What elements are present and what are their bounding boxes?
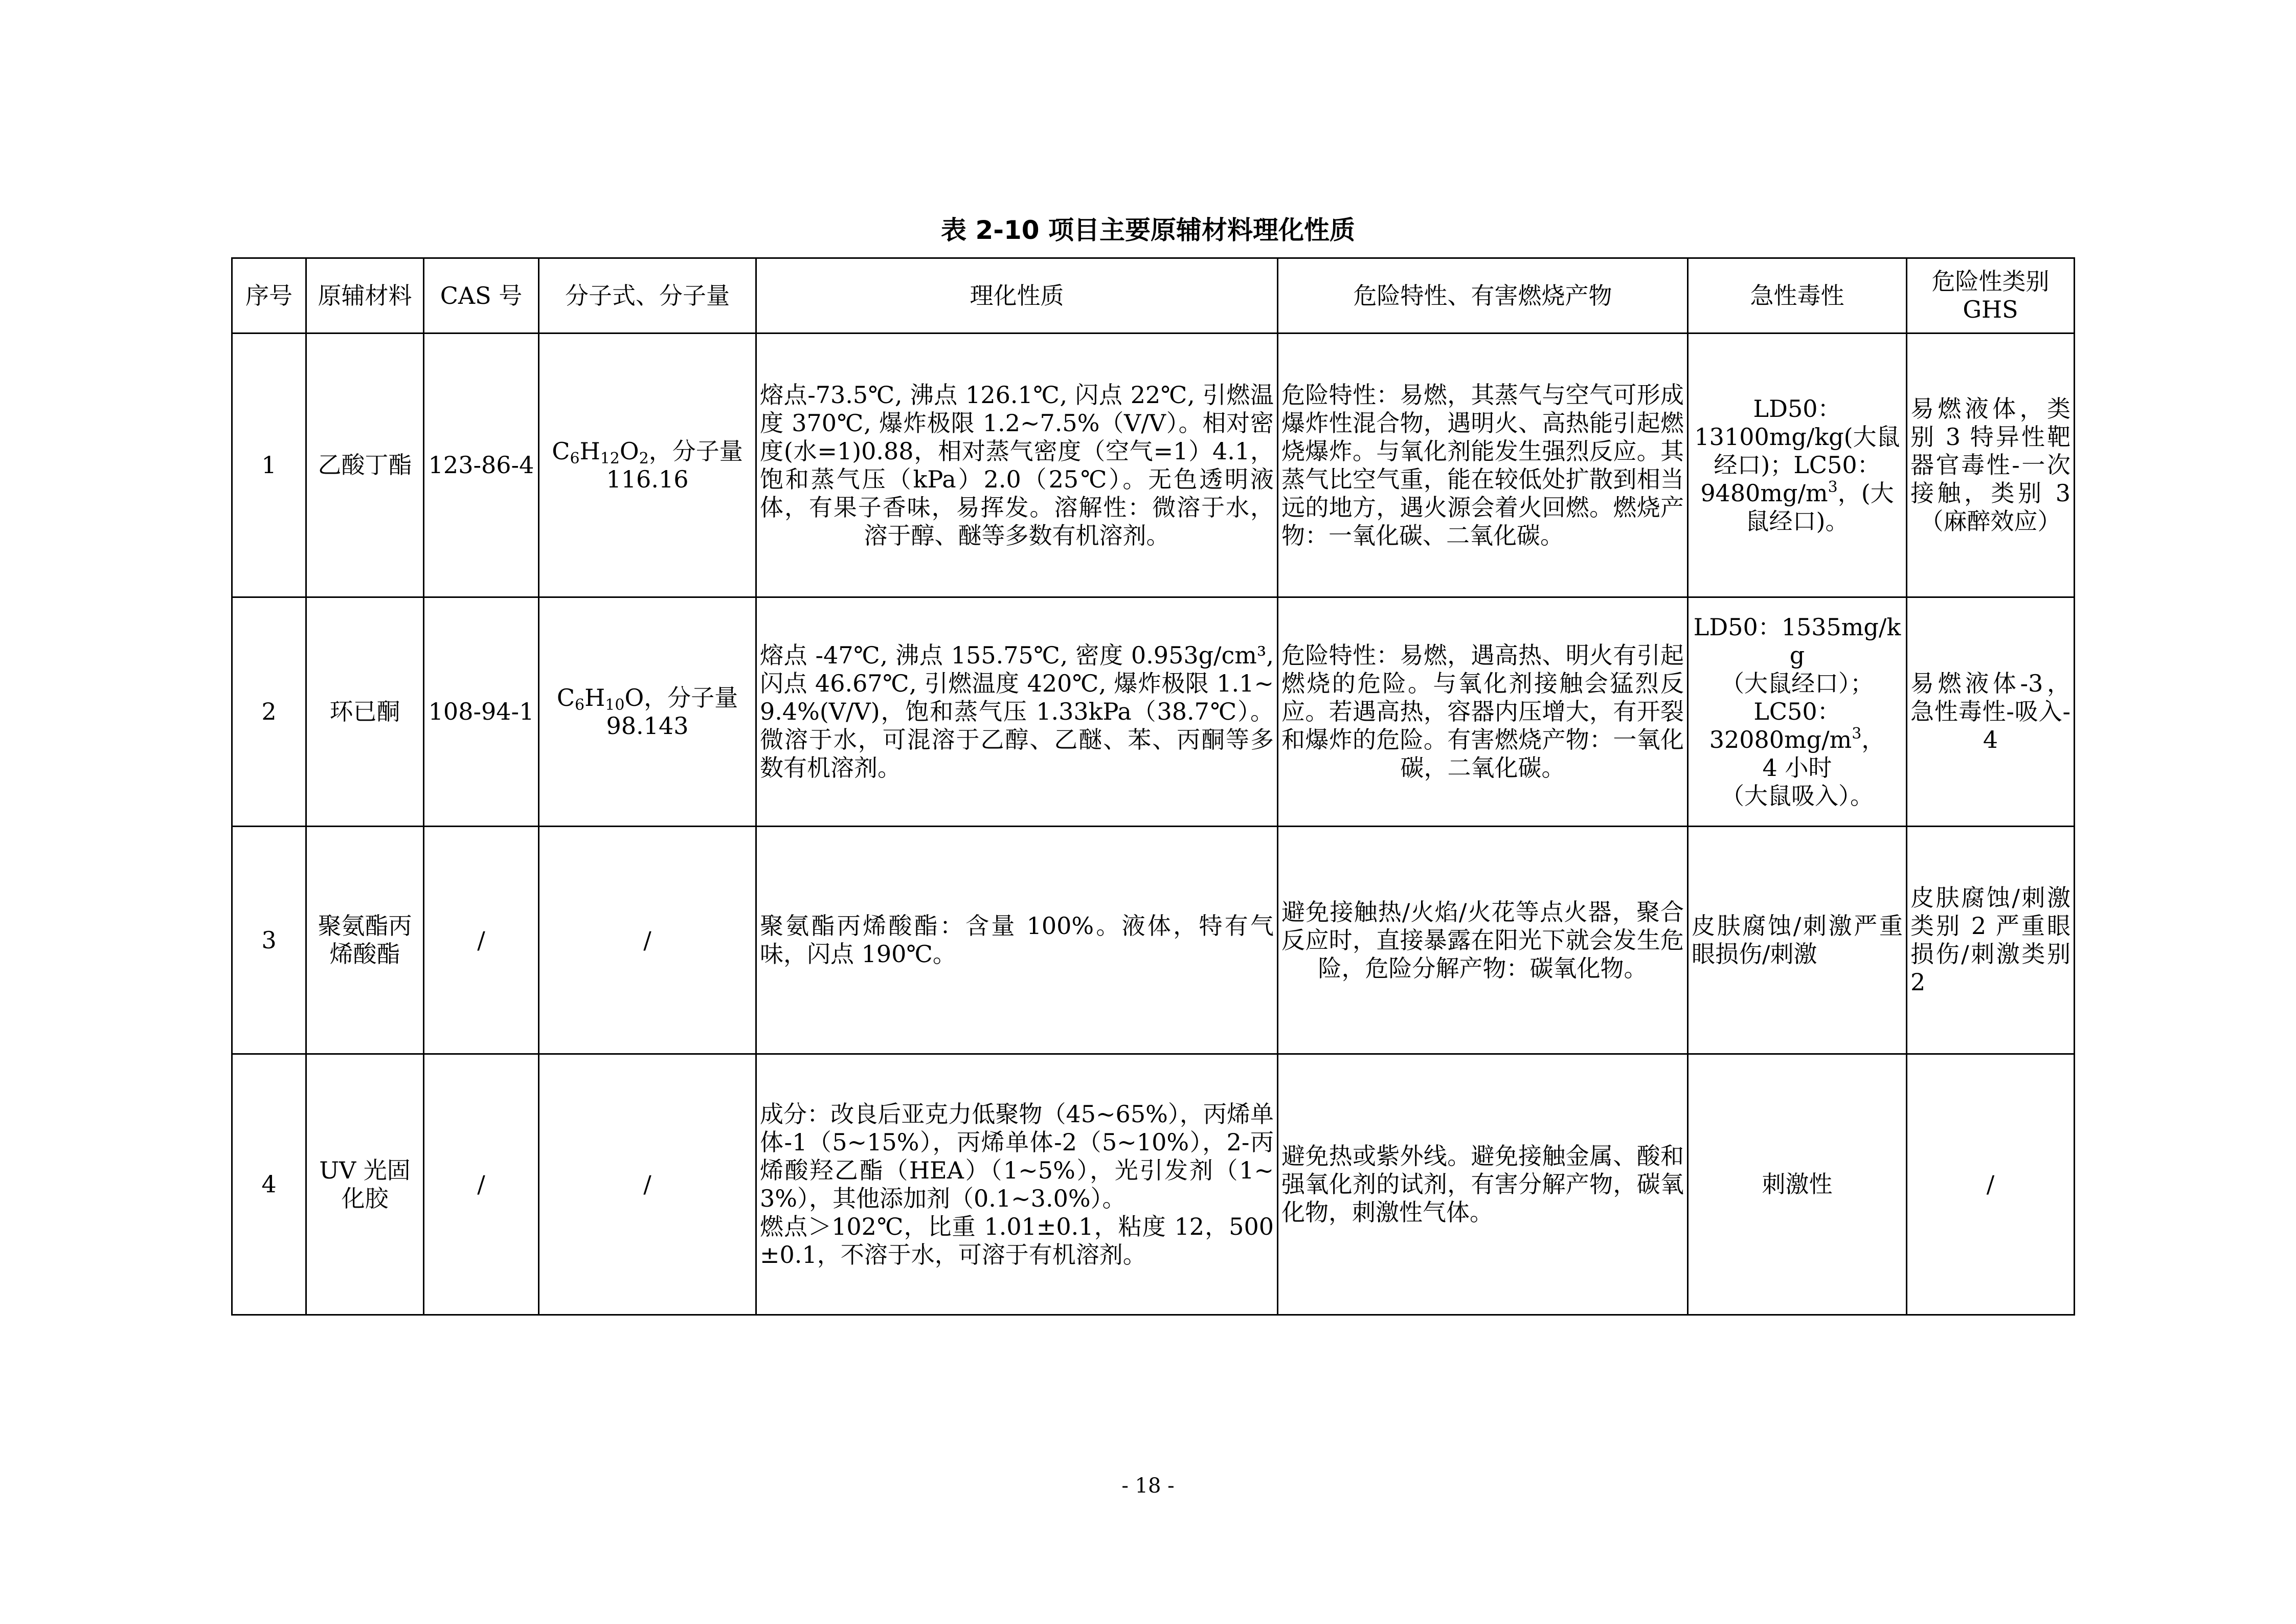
formula-text: $C_6H_{12}O_2$，分子量 xyxy=(552,437,743,468)
row-hazards: 危险特性：易燃，遇高热、明火有引起燃烧的危险。与氧化剂接触会猛烈反应。若遇高热，容器内压增大，有开裂和爆炸的危险。有害燃烧产物：一氧化碳，二氧化碳。 xyxy=(1278,597,1688,827)
header-hazards: 危险特性、有害燃烧产物 xyxy=(1278,258,1688,333)
header-material: 原辅材料 xyxy=(306,258,424,333)
materials-table xyxy=(231,257,2075,1316)
header-toxicity: 急性毒性 xyxy=(1688,258,1907,333)
row-cas: / xyxy=(424,1054,539,1315)
row-cas: 123-86-4 xyxy=(424,333,539,597)
table-caption: 表 2-10 项目主要原辅材料理化性质 xyxy=(941,215,1355,245)
row-hazards: 避免接触热/火焰/火花等点火器，聚合反应时，直接暴露在阳光下就会发生危险，危险分解产物：碳氧化物。 xyxy=(1278,827,1688,1054)
row-ghs: 易燃液体-3，急性毒性-吸入-4 xyxy=(1907,597,2075,827)
table-row xyxy=(232,333,2075,597)
row-seq: 4 xyxy=(232,1054,306,1315)
row-seq: 2 xyxy=(232,597,306,827)
table-row xyxy=(232,827,2075,1054)
row-ghs: 皮肤腐蚀/刺激类别 2 严重眼损伤/刺激类别 2 xyxy=(1907,827,2075,1054)
row-hazards: 危险特性：易燃，其蒸气与空气可形成爆炸性混合物，遇明火、高热能引起燃烧爆炸。与氧化剂能发生强烈反应。其蒸气比空气重，能在较低处扩散到相当远的地方，遇火源会着火回燃。燃烧产物：一氧化碳、二氧化碳。 xyxy=(1278,333,1688,597)
table-row xyxy=(232,1054,2075,1315)
molecular-weight: 98.143 xyxy=(606,711,689,740)
header-cas: CAS 号 xyxy=(424,258,539,333)
row-toxicity: 刺激性 xyxy=(1688,1054,1907,1315)
header-ghs-line2: GHS xyxy=(1963,296,2018,323)
row-material: 环已酮 xyxy=(306,597,424,827)
header-ghs-line1: 危险性类别 xyxy=(1931,268,2050,295)
row-formula xyxy=(539,333,756,597)
page-number: - 18 - xyxy=(1121,1474,1175,1498)
row-material: 乙酸丁酯 xyxy=(306,333,424,597)
row-properties: 聚氨酯丙烯酸酯：含量 100%。液体，特有气味，闪点 190℃。 xyxy=(756,827,1278,1054)
molecular-weight: 116.16 xyxy=(606,465,689,493)
row-ghs: / xyxy=(1907,1054,2075,1315)
header-formula: 分子式、分子量 xyxy=(539,258,756,333)
row-seq: 1 xyxy=(232,333,306,597)
table-header-row xyxy=(232,258,2075,333)
row-formula xyxy=(539,597,756,827)
row-properties xyxy=(756,1054,1278,1315)
row-formula: / xyxy=(539,1054,756,1315)
row-material: UV 光固化胶 xyxy=(306,1054,424,1315)
row-toxicity: LD50：1535mg/kg （大鼠经口）； LC50： $32080mg/m^3$， 4 小时 （大鼠吸入）。 xyxy=(1688,597,1907,827)
formula-text: $C_6H_{10}O$，分子量 xyxy=(556,683,738,714)
header-properties: 理化性质 xyxy=(756,258,1278,333)
row-toxicity: LD50： 13100mg/kg(大鼠经口)；LC50： $9480mg/m^3$，(大鼠经口)。 xyxy=(1688,333,1907,597)
row-hazards: 避免热或紫外线。避免接触金属、酸和强氧化剂的试剂，有害分解产物，碳氧化物，刺激性气体。 xyxy=(1278,1054,1688,1315)
row-seq: 3 xyxy=(232,827,306,1054)
row-material: 聚氨酯丙烯酸酯 xyxy=(306,827,424,1054)
composition-text: 成分：改良后亚克力低聚物（45~65%），丙烯单体-1（5~15%），丙烯单体-2（5~10%），2-丙烯酸羟乙酯（HEA）（1~5%），光引发剂（1~3%），其他添加剂（0.1~3.0%）。 xyxy=(760,1100,1274,1212)
header-seq: 序号 xyxy=(232,258,306,333)
row-toxicity: 皮肤腐蚀/刺激严重眼损伤/刺激 xyxy=(1688,827,1907,1054)
table-row xyxy=(232,597,2075,827)
row-cas: / xyxy=(424,827,539,1054)
header-ghs xyxy=(1907,258,2075,333)
row-properties: 熔点 -47℃, 沸点 155.75℃, 密度 0.953g/cm³, 闪点 46.67℃, 引燃温度 420℃, 爆炸极限 1.1~9.4%(V/V)，饱和蒸气压 1.33kPa（38.7℃）。微溶于水，可混溶于乙醇、乙醚、苯、丙酮等多数有机溶剂。 xyxy=(756,597,1278,827)
row-formula: / xyxy=(539,827,756,1054)
physical-properties-text: 燃点＞102℃，比重 1.01±0.1，粘度 12，500±0.1，不溶于水，可溶于有机溶剂。 xyxy=(760,1212,1274,1269)
row-cas: 108-94-1 xyxy=(424,597,539,827)
row-ghs: 易燃液体，类别 3 特异性靶器官毒性-一次接触，类别 3（麻醉效应） xyxy=(1907,333,2075,597)
row-properties: 熔点-73.5℃, 沸点 126.1℃, 闪点 22℃, 引燃温度 370℃, 爆炸极限 1.2~7.5%（V/V）。相对密度(水=1)0.88，相对蒸气密度（空气=1）4.1，饱和蒸气压（kPa）2.0（25℃）。无色透明液体，有果子香味，易挥发。溶解性：微溶于水，溶于醇、醚等多数有机溶剂。 xyxy=(756,333,1278,597)
